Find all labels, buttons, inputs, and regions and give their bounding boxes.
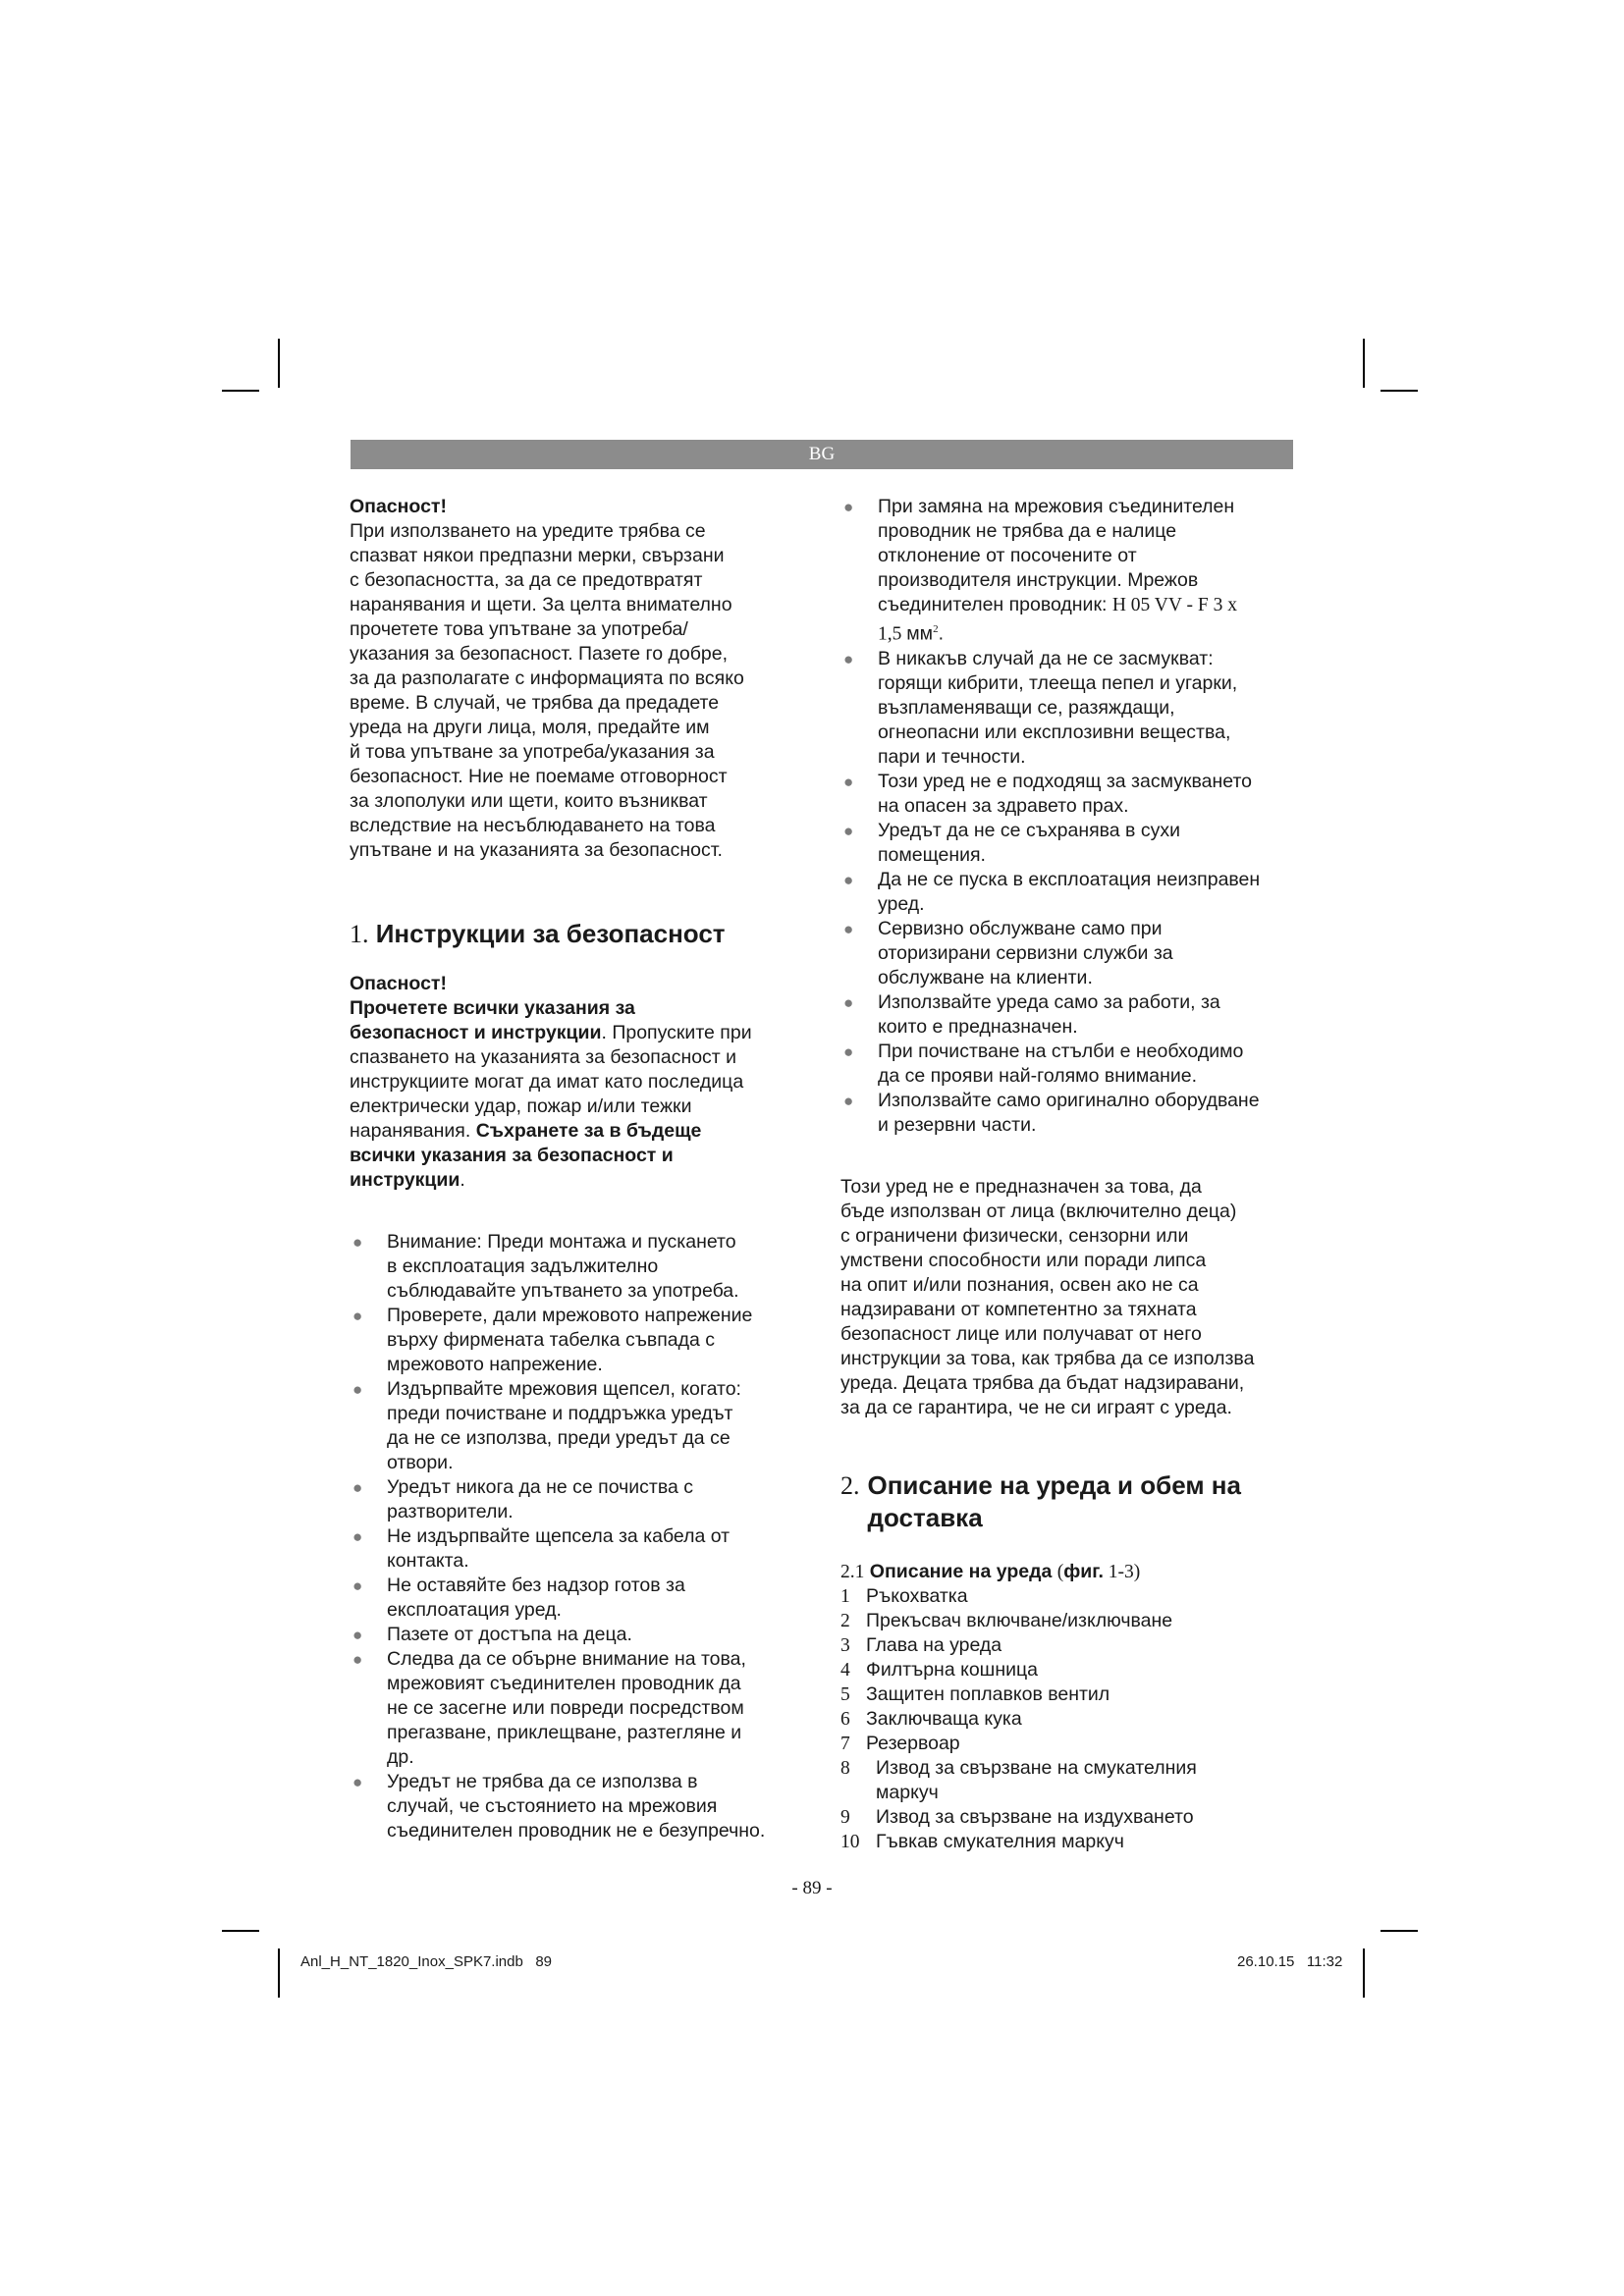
list-item: [840, 495, 1298, 647]
list-item: [840, 917, 1298, 990]
text-line: Издърпвайте мрежовия щепсел, когато:: [387, 1378, 741, 1400]
bold-text: инструкции: [350, 1169, 460, 1191]
text-line: умствени способности или поради липса: [840, 1249, 1207, 1271]
text-line: др.: [387, 1746, 414, 1768]
text-line: Уредът да не се съхранява в сухи: [878, 819, 1180, 841]
bullet-icon: ●: [843, 919, 854, 938]
text-line: уреда. Децата трябва да бъдат надзиравани,: [840, 1371, 1245, 1394]
bullet-icon: ●: [352, 1307, 363, 1325]
list-item: [840, 1658, 1298, 1682]
text-line: Не оставяйте без надзор готов за: [387, 1575, 685, 1596]
list-item: [350, 1770, 811, 1843]
section-title: Инструкции за безопасност: [375, 919, 726, 948]
part-number: 9: [840, 1806, 850, 1828]
part-label: Глава на уреда: [866, 1633, 1002, 1656]
list-item: [840, 1089, 1298, 1138]
list-item: [840, 868, 1298, 917]
text-line: В никакъв случай да не се засмукват:: [878, 647, 1214, 669]
crop-mark: [1363, 1949, 1365, 1998]
bullet-icon: ●: [352, 1233, 363, 1252]
list-item: [840, 770, 1298, 819]
superscript: 2: [933, 623, 939, 635]
bullet-icon: ●: [352, 1478, 363, 1497]
part-label: Прекъсвач включване/изключване: [866, 1609, 1173, 1631]
part-number: 7: [840, 1733, 850, 1754]
bullet-icon: ●: [843, 498, 854, 516]
part-number: 4: [840, 1659, 850, 1681]
text-line: да се прояви най-голямо внимание.: [878, 1064, 1198, 1087]
part-label: Заключваща кука: [866, 1707, 1022, 1730]
text-line: Този уред не е подходящ за засмукването: [878, 770, 1253, 792]
text-line: Използвайте само оригинално оборудване: [878, 1089, 1260, 1111]
text-line: мрежовото напрежение.: [387, 1354, 603, 1375]
text-line: за злополуки или щети, които възникват: [350, 790, 708, 812]
text: мм: [906, 622, 934, 645]
text-line: [350, 1119, 811, 1144]
text-line: Прочетете всички указания за: [350, 997, 635, 1019]
figure-ref-open: (: [1056, 1561, 1064, 1582]
crop-mark: [222, 1930, 259, 1932]
text-line: да не се използва, преди уредът да се: [387, 1427, 731, 1449]
cable-spec: H 05 VV - F 3 x: [1111, 595, 1237, 615]
text-line: пари и течности.: [878, 745, 1026, 768]
crop-mark: [278, 339, 280, 388]
bullet-icon: ●: [843, 870, 854, 889]
text-line: контакта.: [387, 1550, 469, 1572]
bullet-icon: ●: [352, 1576, 363, 1595]
text-line: надзиравани от компетентно за тяхната: [840, 1298, 1197, 1320]
text-line: на опит и/или познания, освен ако не са: [840, 1273, 1199, 1296]
text-line: указания за безопасност. Пазете го добре,: [350, 643, 729, 665]
text-line: всички указания за безопасност и: [350, 1145, 674, 1166]
bullet-icon: ●: [843, 1091, 854, 1110]
part-label: Извод за свързване на издухването: [876, 1805, 1194, 1828]
text-line: инструкциите могат да имат като последица: [350, 1071, 744, 1093]
list-item: [840, 1830, 1298, 1854]
danger-heading: Опасност!: [350, 496, 447, 517]
part-number: 3: [840, 1634, 850, 1656]
part-label: [876, 1756, 1197, 1805]
text-line: върху фирмената табелка съвпада с: [387, 1329, 716, 1351]
list-item: [350, 1304, 811, 1377]
part-number: 5: [840, 1683, 850, 1705]
text-line: й това упътване за употреба/указания за: [350, 741, 715, 763]
text-line: инструкции за това, как трябва да се използва: [840, 1347, 1255, 1369]
subsection-number: 2.1: [840, 1561, 865, 1582]
text-line: При използването на уредите трябва се: [350, 520, 706, 542]
text-line: не се засегне или повреди посредством: [387, 1697, 744, 1719]
text-line: обслужване на клиенти.: [878, 966, 1093, 988]
part-number: 2: [840, 1610, 850, 1631]
text: 1,5: [878, 623, 907, 645]
language-header-bar: [351, 440, 1293, 469]
print-datetime: 26.10.15 11:32: [1237, 1953, 1343, 1970]
page-number: - 89 -: [791, 1878, 833, 1898]
text-line: безопасност. Ние не поемаме отговорност: [350, 766, 728, 787]
part-label: Филтърна кошница: [866, 1658, 1039, 1681]
list-item: [840, 1756, 1298, 1805]
part-number: 8: [840, 1757, 850, 1779]
text-line: Проверете, дали мрежовото напрежение: [387, 1305, 753, 1326]
left-column: [350, 495, 811, 1843]
figure-ref-range: 1-3): [1103, 1561, 1141, 1582]
list-item: [840, 1584, 1298, 1609]
crop-mark: [222, 390, 259, 392]
text-line: време. В случай, че трябва да предадете: [350, 692, 720, 714]
bullet-icon: ●: [352, 1773, 363, 1791]
bold-text: Съхранете за в бъдеще: [475, 1120, 702, 1142]
text-line: помещения.: [878, 843, 986, 866]
text-line: [350, 1168, 811, 1193]
bullet-icon: ●: [843, 649, 854, 668]
text-line: електрически удар, пожар и/или тежки: [350, 1095, 692, 1117]
text-line: вследствие на несъблюдаването на това: [350, 815, 716, 836]
text-line: уреда на други лица, моля, предайте им: [350, 717, 710, 738]
list-item: [840, 819, 1298, 868]
section-number: 2.: [840, 1470, 860, 1500]
text-line: Уредът не трябва да се използва в: [387, 1771, 698, 1792]
list-item: [350, 1475, 811, 1524]
list-item: [840, 1732, 1298, 1756]
text-line: уред.: [878, 892, 925, 915]
text-line: отклонение от посочените от: [878, 545, 1137, 566]
text-line: маркуч: [876, 1781, 939, 1803]
list-item: [840, 647, 1298, 770]
part-label: Резервоар: [866, 1732, 960, 1754]
bullet-icon: ●: [843, 1041, 854, 1061]
text-line: безопасност лице или получават от него: [840, 1322, 1202, 1345]
list-item: [840, 1609, 1298, 1633]
text-line: отвори.: [387, 1452, 454, 1473]
section-number: 1.: [350, 920, 369, 948]
list-item: [350, 1524, 811, 1574]
danger-heading: Опасност!: [350, 973, 447, 994]
text-line: случай, че състоянието на мрежовия: [387, 1795, 718, 1817]
bullet-icon: ●: [352, 1650, 363, 1669]
list-item: [840, 1682, 1298, 1707]
text-line: упътване и на указанията за безопасност.: [350, 839, 723, 861]
text-line: с безопасността, за да се предотвратят: [350, 569, 703, 591]
text-line: Внимание: Преди монтажа и пускането: [387, 1231, 736, 1253]
children-paragraph: [840, 1175, 1298, 1420]
list-item: [840, 1633, 1298, 1658]
text-line: горящи кибрити, тлееща пепел и угарки,: [878, 671, 1238, 694]
text-line: Използвайте уреда само за работи, за: [878, 990, 1220, 1013]
part-label: Гъвкав смукателния маркуч: [876, 1830, 1124, 1852]
text-line: [878, 593, 1298, 617]
list-item: [350, 1230, 811, 1304]
crop-mark: [1363, 339, 1365, 388]
figure-ref-word: фиг.: [1063, 1560, 1104, 1582]
text-line: за да се гарантира, че не си играят с уреда.: [840, 1396, 1232, 1418]
text-line: прегазване, приклещване, разтегляне и: [387, 1722, 742, 1743]
part-number: 1: [840, 1585, 850, 1607]
text: съединителен проводник:: [878, 594, 1112, 615]
print-file-info: Anl_H_NT_1820_Inox_SPK7.indb 89: [300, 1953, 553, 1970]
text-line: [878, 617, 1298, 647]
crop-mark: [1380, 1930, 1418, 1932]
text-line: оторизирани сервизни служби за: [878, 941, 1173, 964]
text-line: проводник не трябва да е налице: [878, 520, 1177, 542]
safety-bullet-list: [350, 1230, 811, 1843]
bullet-icon: ●: [843, 772, 854, 791]
text-line: в експлоатация задължително: [387, 1255, 659, 1277]
text-line: спазват някои предпазни мерки, свързани: [350, 545, 725, 566]
text-line: с ограничени физически, сензорни или: [840, 1224, 1189, 1247]
text-line: Уредът никога да не се почиства с: [387, 1476, 694, 1498]
text-line: мрежовият съединителен проводник да: [387, 1673, 741, 1694]
safety-bullet-list: [840, 495, 1298, 1138]
text-line: съблюдавайте упътването за употреба.: [387, 1280, 739, 1302]
bullet-icon: ●: [352, 1626, 363, 1644]
subsection-title: Описание на уреда: [869, 1560, 1053, 1582]
text-line: производителя инструкции. Мрежов: [878, 569, 1199, 591]
bullet-icon: ●: [352, 1527, 363, 1546]
text-line: преди почистване и поддръжка уредът: [387, 1403, 733, 1424]
text-line: бъде използван от лица (включително деца): [840, 1200, 1237, 1222]
list-item: [350, 1623, 811, 1647]
section-heading-description: [840, 1469, 1298, 1534]
text-line: и резервни части.: [878, 1113, 1037, 1136]
list-item: [840, 1707, 1298, 1732]
text-line: възпламеняващи се, разяждащи,: [878, 696, 1175, 719]
text: .: [938, 622, 944, 645]
section-title-line: доставка: [867, 1502, 983, 1532]
text-line: Сервизно обслужване само при: [878, 917, 1163, 939]
text-line: на опасен за здравето прах.: [878, 794, 1129, 817]
text-line: При почистване на стълби е необходимо: [878, 1040, 1244, 1062]
parts-list: [840, 1584, 1298, 1854]
text-line: Да не се пуска в експлоатация неизправен: [878, 868, 1261, 890]
section-heading-safety: [350, 918, 811, 950]
text-line: които е предназначен.: [878, 1015, 1078, 1038]
text-line: Следва да се обърне внимание на това,: [387, 1648, 746, 1670]
list-item: [840, 1805, 1298, 1830]
crop-mark: [1380, 390, 1418, 392]
text-line: спазването на указанията за безопасност и: [350, 1046, 737, 1068]
section-title-line: Описание на уреда и обем на: [867, 1469, 1241, 1500]
bold-text: безопасност и инструкции: [350, 1022, 602, 1043]
list-item: [840, 1040, 1298, 1089]
list-item: [350, 1377, 811, 1475]
text-line: за да разполагате с информацията по всяко: [350, 667, 744, 689]
list-item: [350, 1574, 811, 1623]
section-title: [868, 1469, 1241, 1534]
bullet-icon: ●: [352, 1380, 363, 1399]
part-number: 10: [840, 1831, 860, 1852]
text-line: [350, 1021, 811, 1045]
warning-paragraph: [350, 996, 811, 1193]
text-line: Този уред не е предназначен за това, да: [840, 1175, 1202, 1198]
text-line: прочетете това упътване за употреба/: [350, 618, 688, 640]
list-item: [350, 1647, 811, 1770]
text-line: Не издърпвайте щепсела за кабела от: [387, 1525, 731, 1547]
text-line: При замяна на мрежовия съединителен: [878, 496, 1235, 517]
text-line: огнеопасни или експлозивни вещества,: [878, 721, 1231, 743]
part-label: Защитен поплавков вентил: [866, 1682, 1110, 1705]
text-line: наранявания и щети. За целта внимателно: [350, 594, 732, 615]
bullet-icon: ●: [843, 992, 854, 1012]
language-code: BG: [808, 444, 836, 464]
list-item: [840, 990, 1298, 1040]
text: .: [460, 1169, 465, 1191]
text-line: Извод за свързване на смукателния: [876, 1756, 1197, 1779]
text-line: разтворители.: [387, 1501, 514, 1522]
crop-mark: [278, 1949, 280, 1998]
bullet-icon: ●: [843, 821, 854, 840]
text: наранявания.: [350, 1120, 476, 1142]
part-number: 6: [840, 1708, 850, 1730]
text-line: Пазете от достъпа на деца.: [387, 1624, 632, 1645]
intro-paragraph: [350, 519, 811, 863]
subsection-heading: [840, 1560, 1298, 1584]
text-line: съединителен проводник не е безупречно.: [387, 1820, 766, 1842]
text: . Пропуските при: [601, 1022, 752, 1043]
part-label: Ръкохватка: [866, 1584, 968, 1607]
right-column: [840, 495, 1298, 1854]
text-line: експлоатация уред.: [387, 1599, 562, 1621]
